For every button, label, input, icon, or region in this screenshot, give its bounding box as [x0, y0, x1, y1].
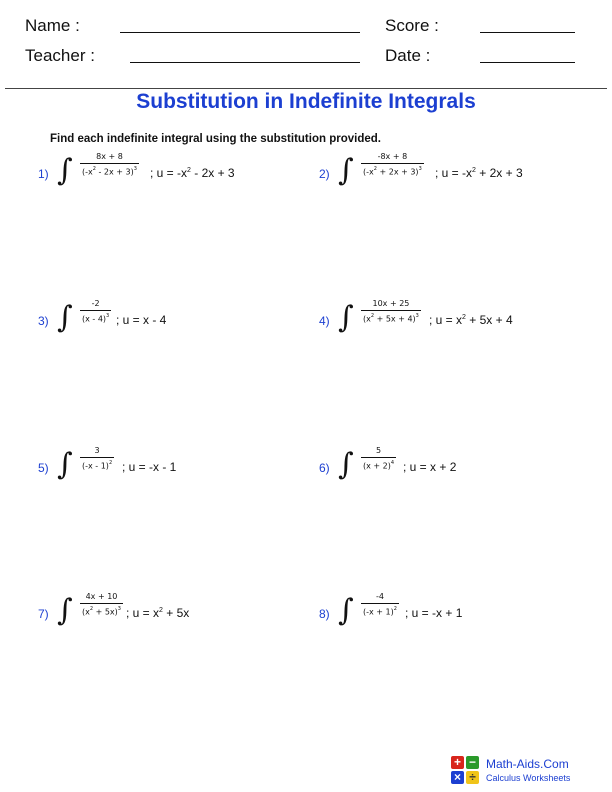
- numerator: 3: [94, 446, 100, 455]
- integral-sign-icon: ∫: [57, 300, 73, 335]
- plus-icon: +: [451, 756, 464, 769]
- teacher-field-line[interactable]: [130, 62, 360, 63]
- denominator: $(x^2 + 5x + 4)^3$: [363, 313, 419, 324]
- page-title: Substitution in Indefinite Integrals: [136, 90, 476, 113]
- integrand-fraction: [80, 152, 139, 177]
- integral-sign-icon: ∫: [338, 153, 354, 188]
- brand-subtitle: Calculus Worksheets: [486, 773, 571, 783]
- substitution: ; u = -x + 1: [405, 606, 463, 620]
- brand-name[interactable]: Math-Aids.Com: [486, 757, 569, 771]
- score-field-line[interactable]: [480, 32, 575, 33]
- denominator: (-x - 1)$^2$: [82, 460, 113, 471]
- integrand-fraction: [361, 152, 424, 177]
- date-field-line[interactable]: [480, 62, 575, 63]
- integral-sign-icon: ∫: [338, 447, 354, 482]
- numerator: 10x + 25: [372, 299, 410, 308]
- integral-sign-icon: ∫: [338, 593, 354, 628]
- problem-1: [38, 149, 318, 209]
- denominator: $(-x^2 - 2x + 3)^3$: [82, 166, 137, 177]
- problem-number: 8): [319, 607, 330, 621]
- problem-5: [38, 443, 318, 503]
- problem-number: 7): [38, 607, 49, 621]
- integrand-fraction: [361, 592, 399, 617]
- problem-number: 1): [38, 167, 49, 181]
- integral-sign-icon: ∫: [57, 447, 73, 482]
- numerator: -8x + 8: [377, 152, 408, 161]
- minus-icon: −: [466, 756, 479, 769]
- name-field-line[interactable]: [120, 32, 360, 33]
- numerator: -4: [375, 592, 384, 601]
- instructions: Find each indefinite integral using the substitution provided.: [50, 133, 381, 145]
- problem-number: 2): [319, 167, 330, 181]
- problem-number: 4): [319, 314, 330, 328]
- divide-icon: ÷: [466, 771, 479, 784]
- numerator: 4x + 10: [85, 592, 118, 601]
- substitution: ; $u = -x^2 + 2x + 3$: [435, 166, 523, 180]
- integral-sign-icon: ∫: [57, 593, 73, 628]
- problem-number: 3): [38, 314, 49, 328]
- teacher-label: Teacher :: [25, 46, 95, 65]
- integrand-fraction: [80, 446, 114, 471]
- integrand-fraction: [80, 592, 123, 617]
- problem-6: [319, 443, 599, 503]
- score-label: Score :: [385, 16, 439, 35]
- problem-2: [319, 149, 599, 209]
- problem-8: [319, 589, 599, 649]
- substitution: ; $u = x^2 + 5x + 4$: [429, 313, 513, 327]
- substitution: ; u = x + 2: [403, 460, 457, 474]
- integral-sign-icon: ∫: [338, 300, 354, 335]
- problem-number: 6): [319, 461, 330, 475]
- integrand-fraction: [361, 299, 421, 324]
- name-label: Name :: [25, 16, 80, 35]
- integral-sign-icon: ∫: [57, 153, 73, 188]
- denominator: $(x + 2)^4$: [363, 460, 395, 471]
- header-divider: [5, 88, 607, 89]
- denominator: $(-x^2 + 2x + 3)^3$: [363, 166, 422, 177]
- denominator: (x - 4)$^3$: [82, 313, 110, 324]
- date-label: Date :: [385, 46, 431, 65]
- problem-number: 5): [38, 461, 49, 475]
- denominator: $(x^2 + 5x)^3$: [82, 606, 121, 617]
- numerator: -2: [91, 299, 100, 308]
- math-aids-logo-icon: [451, 756, 481, 786]
- numerator: 5: [375, 446, 382, 455]
- denominator: $(-x + 1)^2$: [363, 606, 397, 617]
- integrand-fraction: [80, 299, 111, 324]
- substitution: ; $u = x^2 + 5x$: [126, 606, 190, 620]
- substitution: ; $u = -x^2 - 2x + 3$: [150, 166, 235, 180]
- numerator: 8x + 8: [96, 152, 123, 161]
- problem-7: [38, 589, 318, 649]
- problem-4: [319, 296, 599, 356]
- problem-3: [38, 296, 318, 356]
- times-icon: ×: [451, 771, 464, 784]
- integrand-fraction: [361, 446, 396, 471]
- substitution: ; u = x - 4: [116, 313, 167, 327]
- substitution: ; u = -x - 1: [122, 460, 177, 474]
